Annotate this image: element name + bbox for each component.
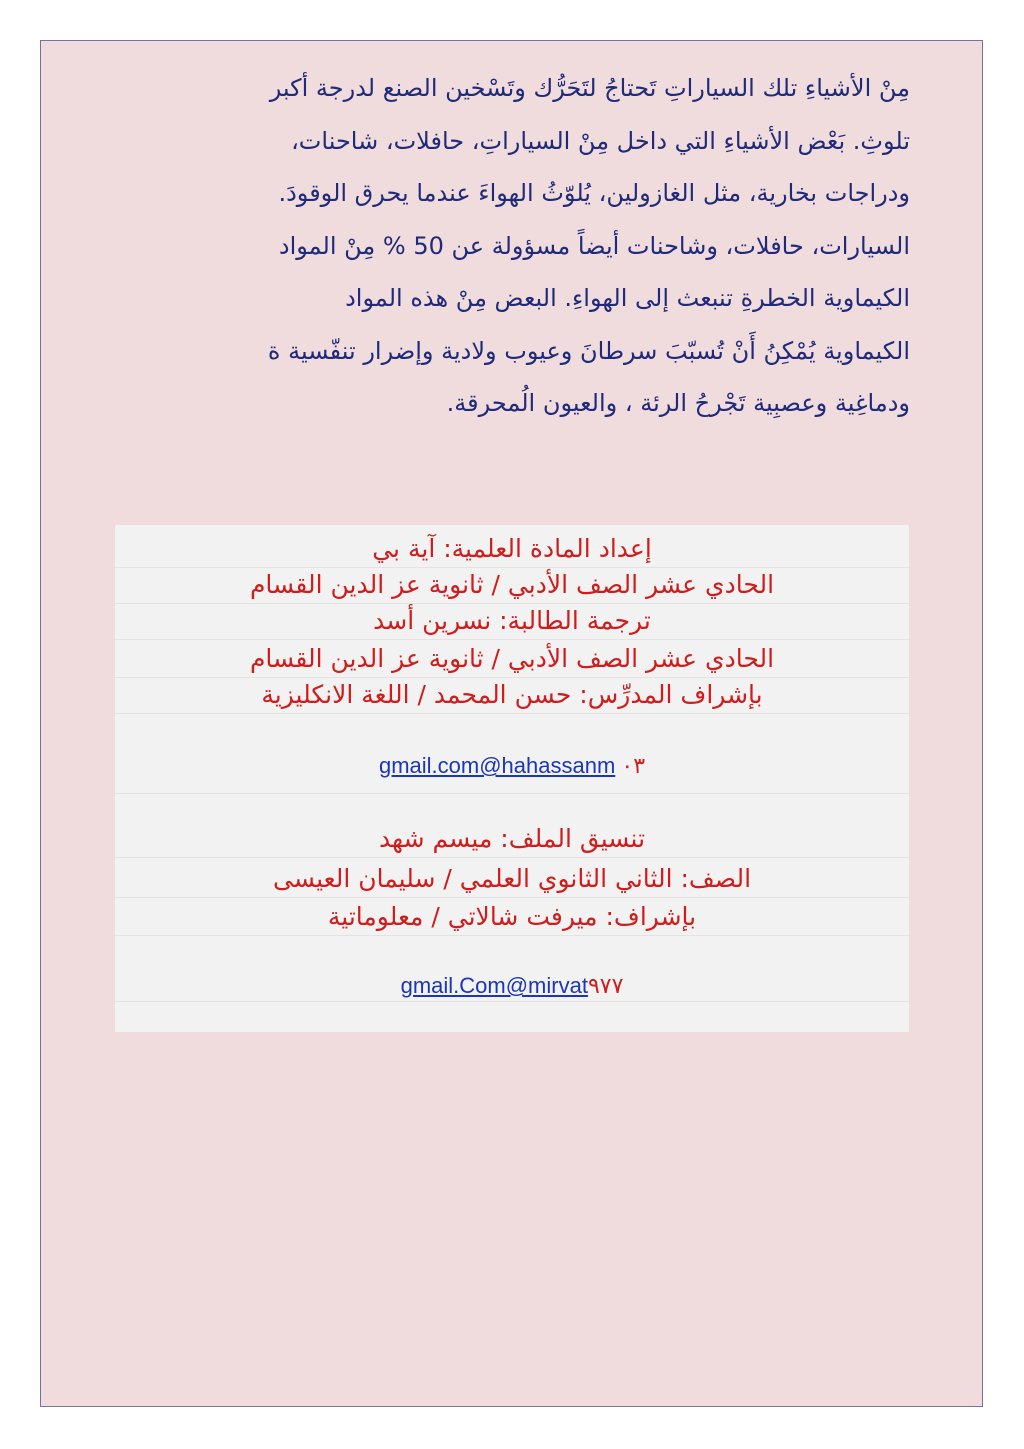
coordination-class: الصف: الثاني الثانوي العلمي / سليمان العيسى (115, 861, 909, 898)
email-number-1: ٠٣ (621, 753, 646, 778)
body-paragraph (120, 62, 910, 430)
paragraph-line-5: الكيماوية الخطرةِ تنبعث إلى الهواءِ. البعض مِنْ هذه المواد (345, 284, 910, 312)
credits-box (115, 525, 909, 1032)
email-number-2: ٩٧٧ (587, 973, 624, 998)
email-link-1[interactable]: gmail.com@hahassanm (378, 753, 616, 778)
paragraph-line-3: ودراجات بخارية، مثل الغازولين، يُلوّثُ الهواءَ عندما يحرق الوقودَ. (278, 179, 910, 207)
translation-class: الحادي عشر الصف الأدبي / ثانوية عز الدين القسام (115, 641, 909, 678)
divider (115, 1001, 909, 1002)
preparation-class: الحادي عشر الصف الأدبي / ثانوية عز الدين القسام (115, 567, 909, 604)
paragraph-line-1: مِنْ الأشياءِ تلك السياراتِ تَحتاجُ لتَحَرُّك وتَسْخين الصنع لدرجة أكبر (269, 74, 910, 102)
coordination-credit: تنسيق الملف: ميسم شهد (115, 821, 909, 858)
translation-credit: ترجمة الطالبة: نسرين أسد (115, 603, 909, 640)
email-line-2 (115, 971, 909, 1001)
paragraph-line-2: تلوثِ. بَعْض الأشياءِ التي داخل مِنْ السياراتِ، حافلات، شاحنات، (291, 126, 910, 155)
paragraph-line-4: السيارات، حافلات، وشاحنات أيضاً مسؤولة عن 50 % مِنْ المواد (278, 231, 910, 260)
preparation-credit: إعداد المادة العلمية: آية بي (115, 531, 909, 568)
email-link-2[interactable]: gmail.Com@mirvat (400, 973, 588, 998)
paragraph-line-6: الكيماوية يُمْكِنُ أَنْ تُسبّبَ سرطانَ وعيوب ولادية وإضرار تنفّسية ة (267, 336, 910, 365)
divider (115, 793, 909, 794)
paragraph-line-7: ودماغِية وعصبِية تَجْرحُ الرئة ، والعيون الُمحرقة. (446, 389, 910, 417)
email-line-1 (115, 751, 909, 781)
supervision-credit: بإشراف المدرِّس: حسن المحمد / اللغة الانكليزية (115, 677, 909, 714)
supervision2-credit: بإشراف: ميرفت شالاتي / معلوماتية (115, 899, 909, 936)
